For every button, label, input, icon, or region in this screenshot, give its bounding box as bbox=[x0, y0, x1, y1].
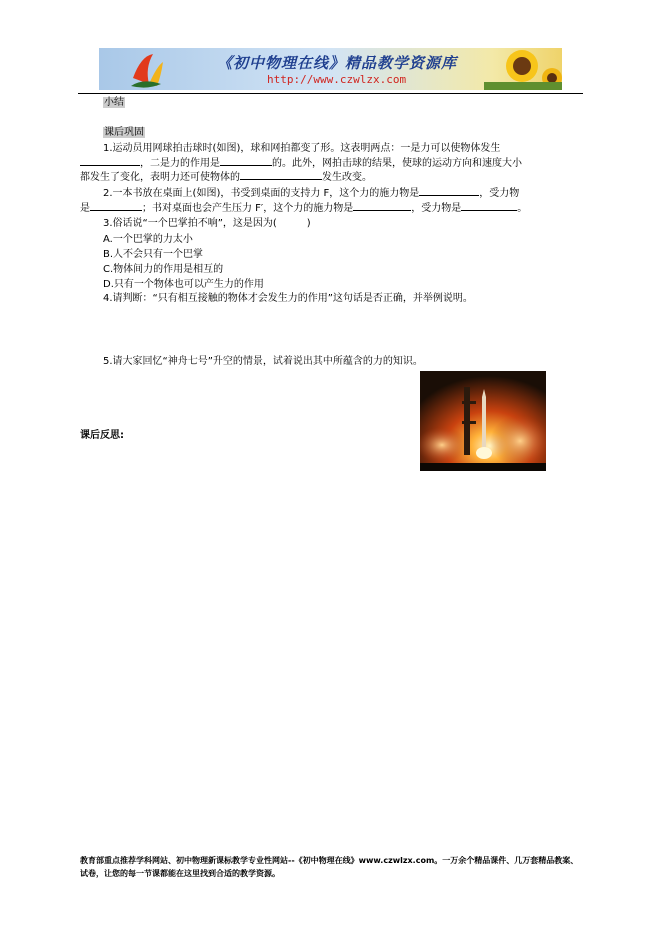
q3-option-c: C.物体间力的作用是相互的 bbox=[103, 264, 224, 275]
reflection-heading: 课后反思: bbox=[80, 430, 124, 441]
q3-option-a: A.一个巴掌的力太小 bbox=[103, 234, 193, 245]
q5-text: 5.请大家回忆“神舟七号”升空的情景，试着说出其中所蕴含的力的知识。 bbox=[103, 356, 423, 367]
answer-blank bbox=[90, 201, 142, 211]
q2-line2: 是 ；书对桌面也会产生压力 F′，这个力的施力物是 ，受力物是 。 bbox=[80, 203, 528, 214]
section-consolidate-heading: 课后巩固 bbox=[104, 127, 144, 138]
page-footer: 教育部重点推荐学科网站、初中物理新课标教学专业性网站--《初中物理在线》www.czwlzx.com。一万余个精品课件、几万套精品教案、试卷，让您的每一节课都能在这里找到合适的教学资源。 bbox=[80, 856, 579, 878]
answer-blank bbox=[419, 186, 479, 196]
q1-line3: 都发生了变化，表明力还可使物体的 发生改变。 bbox=[80, 172, 372, 183]
q3-option-d: D.只有一个物体也可以产生力的作用 bbox=[103, 279, 264, 290]
banner-title: 《初中物理在线》精品教学资源库 bbox=[217, 54, 458, 72]
answer-blank bbox=[80, 156, 140, 166]
q2-line1: 2.一本书放在桌面上(如图)，书受到桌面的支持力 F，这个力的施力物是 ，受力物 bbox=[103, 188, 520, 199]
header-banner bbox=[99, 48, 562, 90]
site-logo-icon bbox=[127, 48, 167, 90]
rocket-launch-photo bbox=[420, 371, 546, 471]
answer-blank bbox=[461, 201, 517, 211]
q4-text: 4.请判断：“只有相互接触的物体才会发生力的作用”这句话是否正确，并举例说明。 bbox=[103, 293, 473, 304]
q1-line1: 1.运动员用网球拍击球时(如图)，球和网拍都变了形。这表明两点：一是力可以使物体发生 bbox=[103, 143, 501, 154]
section-summary-heading: 小结 bbox=[104, 97, 124, 108]
banner-url[interactable]: http://www.czwlzx.com bbox=[267, 73, 407, 86]
answer-blank bbox=[240, 170, 322, 180]
sunflower-icon bbox=[484, 48, 562, 90]
q3-option-b: B.人不会只有一个巴掌 bbox=[103, 249, 204, 260]
answer-blank bbox=[220, 156, 272, 166]
header-divider bbox=[78, 93, 583, 94]
answer-blank bbox=[353, 201, 411, 211]
q3-stem: 3.俗话说“一个巴掌拍不响”，这是因为( ) bbox=[103, 218, 311, 229]
q1-line2: ，二是力的作用是 的。此外，网拍击球的结果，使球的运动方向和速度大小 bbox=[80, 156, 522, 170]
